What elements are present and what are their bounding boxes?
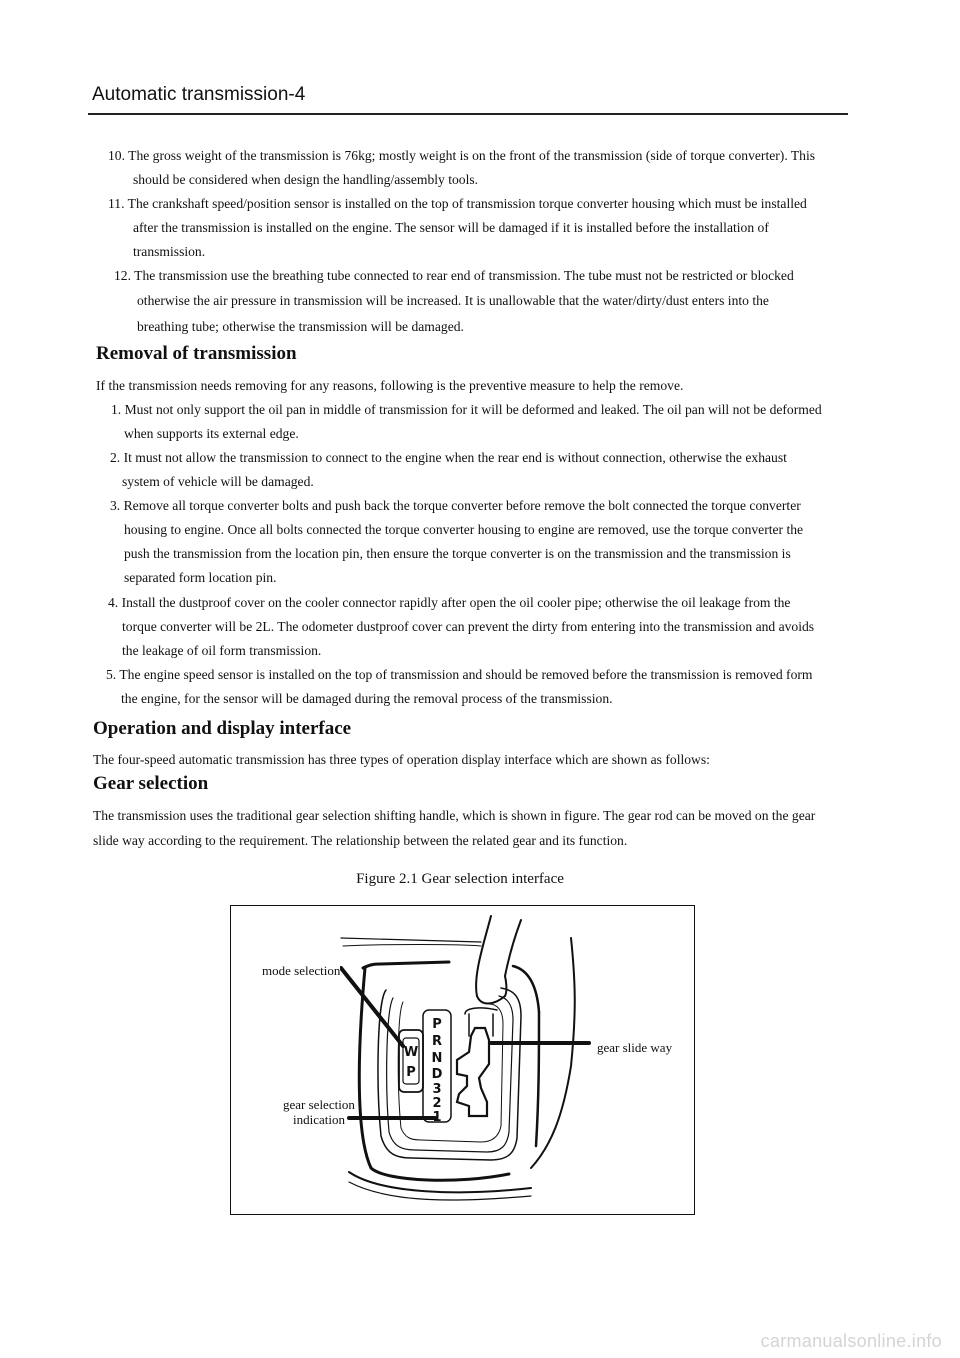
note-11-line-3: transmission. — [133, 244, 206, 259]
watermark: carmanualsonline.info — [760, 1331, 942, 1351]
note-10-line-2: should be considered when design the handling/assembly tools. — [133, 172, 479, 187]
note-11-line-1: 11. The crankshaft speed/position sensor is installed on the top of transmission torque converter housing which must be installed — [108, 196, 807, 211]
removal-item-1-line-1: 1. Must not only support the oil pan in middle of transmission for it will be deformed and leaked. The oil pan will not be deformed — [111, 402, 822, 417]
removal-item-5-line-1: 5. The engine speed sensor is installed on the top of transmission and should be removed before the transmission is removed form — [106, 667, 813, 682]
mode-switch-w: W — [403, 1045, 419, 1060]
label-gear-selection: gear selection — [283, 1097, 355, 1112]
gear-letter-3: 3 — [432, 1082, 442, 1097]
operation-heading: Operation and display interface — [93, 718, 352, 739]
gear-letter-d: D — [431, 1067, 443, 1082]
removal-heading: Removal of transmission — [96, 343, 297, 364]
gear-selection-text-line-2: slide way according to the requirement. The relationship between the related gear and its function. — [93, 833, 628, 848]
gear-letter-r: R — [431, 1034, 443, 1049]
gear-letter-2: 2 — [432, 1096, 442, 1111]
gear-selection-text-line-1: The transmission uses the traditional gear selection shifting handle, which is shown in figure. The gear rod can be moved on the gear — [93, 808, 816, 823]
note-12-line-3: breathing tube; otherwise the transmission will be damaged. — [137, 319, 464, 334]
removal-item-3-line-4: separated form location pin. — [124, 570, 277, 585]
removal-item-2-line-1: 2. It must not allow the transmission to connect to the engine when the rear end is without connection, otherwise the exhaust — [110, 450, 787, 465]
removal-item-2-line-2: system of vehicle will be damaged. — [122, 474, 314, 489]
note-12-line-2: otherwise the air pressure in transmission will be increased. It is unallowable that the water/dirty/dust enters into the — [137, 293, 769, 308]
removal-item-5-line-2: the engine, for the sensor will be damaged during the removal process of the transmission. — [121, 691, 613, 706]
gear-letter-p: P — [432, 1017, 442, 1032]
removal-intro: If the transmission needs removing for any reasons, following is the preventive measure to help the remove. — [96, 378, 684, 393]
gear-shifter-illustration — [231, 906, 695, 1215]
operation-text: The four-speed automatic transmission has three types of operation display interface which are shown as follows: — [93, 752, 710, 767]
removal-item-4-line-3: the leakage of oil form transmission. — [122, 643, 322, 658]
removal-item-4-line-2: torque converter will be 2L. The odometer dustproof cover can prevent the dirty from entering into the transmission and avoids — [122, 619, 815, 634]
note-10-line-1: 10. The gross weight of the transmission is 76kg; mostly weight is on the front of the transmission (side of torque converter). This — [108, 148, 816, 163]
gear-letter-1: 1 — [432, 1110, 442, 1125]
note-12-line-1: 12. The transmission use the breathing tube connected to rear end of transmission. The tube must not be restricted or blocked — [114, 268, 794, 283]
gear-selection-figure — [230, 905, 695, 1215]
figure-caption: Figure 2.1 Gear selection interface — [356, 871, 564, 887]
removal-item-4-line-1: 4. Install the dustproof cover on the cooler connector rapidly after open the oil cooler pipe; otherwise the oil leakage from the — [108, 595, 791, 610]
removal-item-3-line-2: housing to engine. Once all bolts connected the torque converter housing to engine are removed, use the torque converter the — [124, 522, 804, 537]
gear-selection-heading: Gear selection — [93, 773, 209, 794]
mode-switch-p: P — [406, 1065, 416, 1080]
removal-item-3-line-1: 3. Remove all torque converter bolts and push back the torque converter before remove the bolt connected the torque converter — [110, 498, 801, 513]
label-indication: indication — [293, 1112, 345, 1127]
removal-item-3-line-3: push the transmission from the location pin, then ensure the torque converter is on the transmission and the transmission is — [124, 546, 791, 561]
removal-item-1-line-2: when supports its external edge. — [124, 426, 299, 441]
page-header-title: Automatic transmission-4 — [92, 84, 306, 105]
label-gear-slide-way: gear slide way — [597, 1040, 673, 1055]
note-11-line-2: after the transmission is installed on the engine. The sensor will be damaged if it is installed before the installation of — [133, 220, 769, 235]
gear-letter-n: N — [431, 1051, 443, 1066]
label-mode-selection: mode selection — [262, 963, 341, 978]
header-divider — [88, 113, 848, 115]
